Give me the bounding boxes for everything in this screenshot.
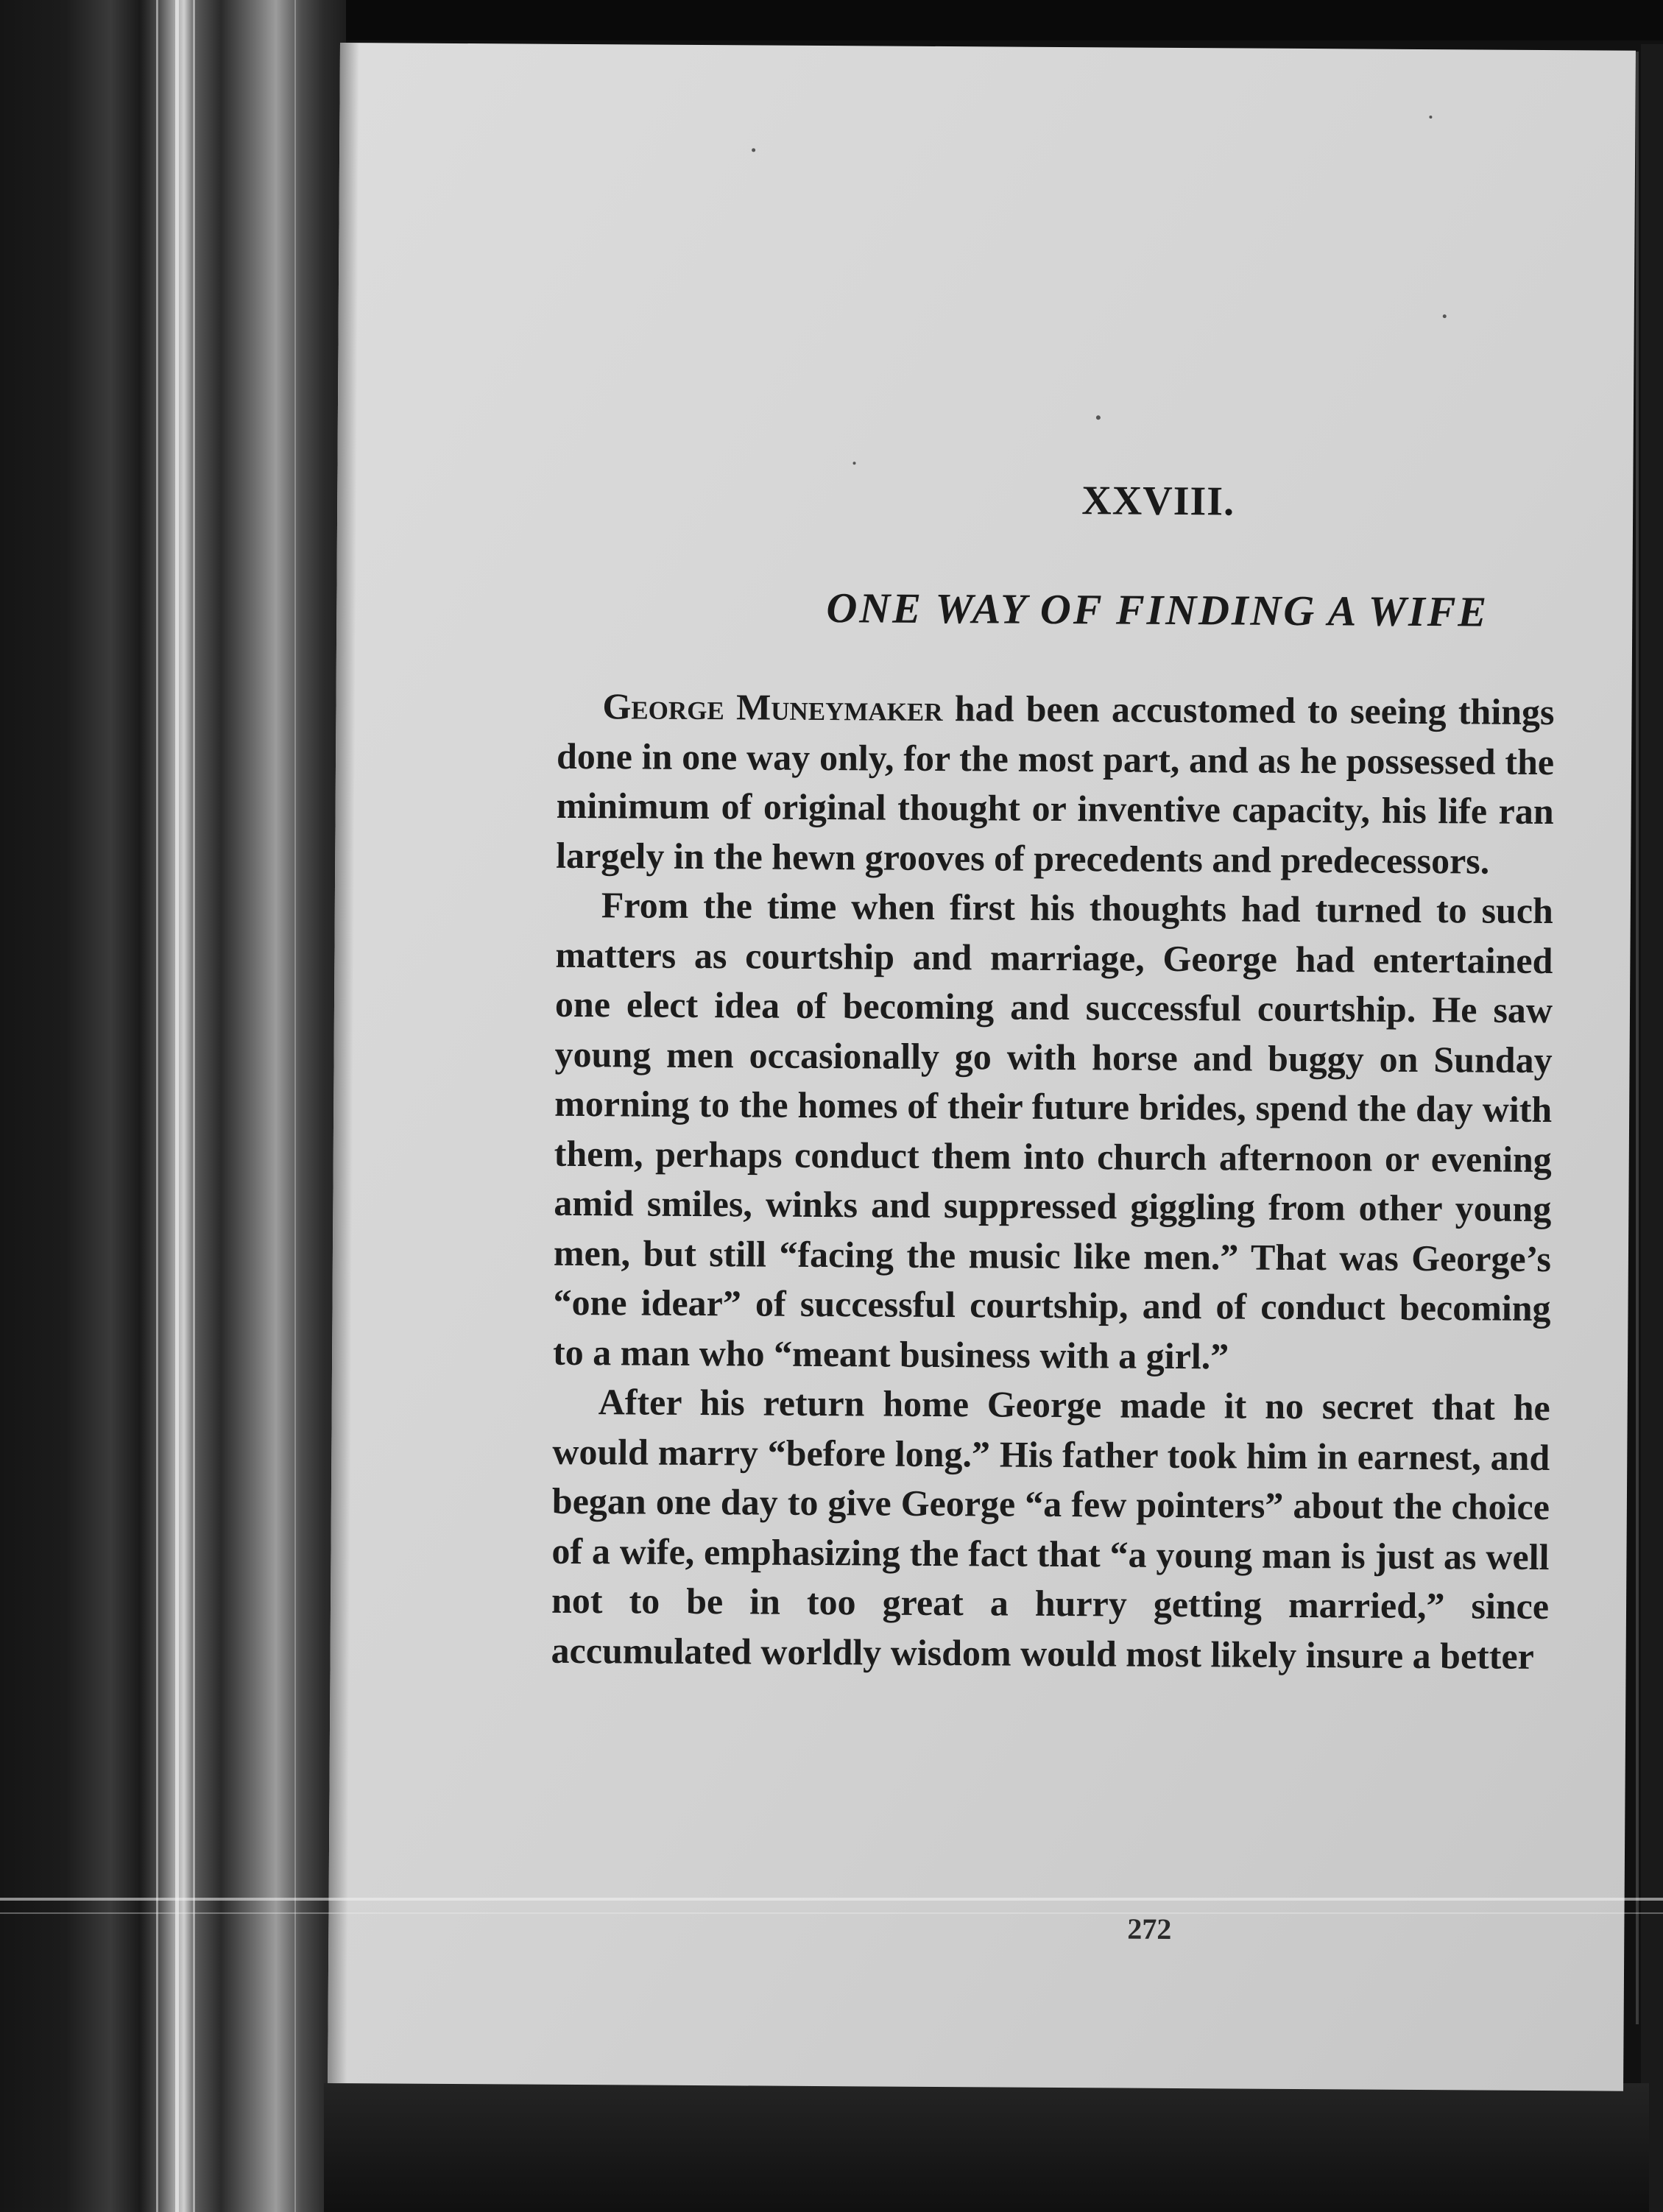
- gutter-streak: [193, 0, 195, 2212]
- page-edge-line: [1636, 52, 1639, 2024]
- chapter-body: [551, 682, 1554, 1681]
- chapter-number: XXVIII.: [1081, 478, 1235, 525]
- paragraph-text: From the time when first his thoughts had turned to such matters as courtship and marriage, George had entertained one elect idea of becoming and successful courtship. He saw young men occasionally go with horse and buggy on Sunday morning to the homes of their future brides, spend the day with them, perhaps conduct them into church afternoon or evening amid smiles, winks and suppressed giggling from other young men, but still “facing the music like men.” That was George’s “one idear” of successful courtship, and of conduct becoming to a man who “meant business with a girl.”: [552, 884, 1553, 1377]
- scanner-right-edge: [1641, 44, 1663, 2212]
- paragraph: [553, 880, 1553, 1383]
- gutter-streak: [156, 0, 158, 2212]
- scanner-bottom-edge: [324, 2083, 1649, 2212]
- paragraph: [556, 682, 1555, 886]
- gutter-streak: [175, 0, 179, 2212]
- scan-artifact-line: [0, 1898, 1663, 1901]
- dust-speck: [1443, 314, 1447, 318]
- scan-artifact-line: [0, 1912, 1663, 1914]
- gutter-streak: [294, 0, 296, 2212]
- opening-name: George Muneymaker: [602, 685, 943, 729]
- book-page: [328, 43, 1636, 2091]
- paragraph-text: had been accustomed to seeing things done in one way only, for the most part, and as he possessed the minimum of original thought or inventive capacity, his life ran largely in the hewn grooves of precedents and predecessors.: [556, 688, 1555, 882]
- dust-speck: [1429, 116, 1432, 119]
- dust-speck: [853, 462, 856, 464]
- book-binding-gutter: [0, 0, 346, 2212]
- paragraph-text: After his return home George made it no secret that he would marry “before long.” His father took him in earnest, and began one day to give George “a few pointers” about the choice of a wife, emphasizing the fact that “a young man is just as well not to be in too great a hurry getting married,” since accumulated worldly wisdom would most likely insure a better: [551, 1381, 1550, 1677]
- chapter-title: ONE WAY OF FINDING A WIFE: [826, 584, 1489, 636]
- dust-speck: [752, 148, 755, 152]
- paragraph: [551, 1377, 1550, 1681]
- page-number: 272: [1127, 1912, 1172, 1946]
- dust-speck: [1096, 415, 1101, 420]
